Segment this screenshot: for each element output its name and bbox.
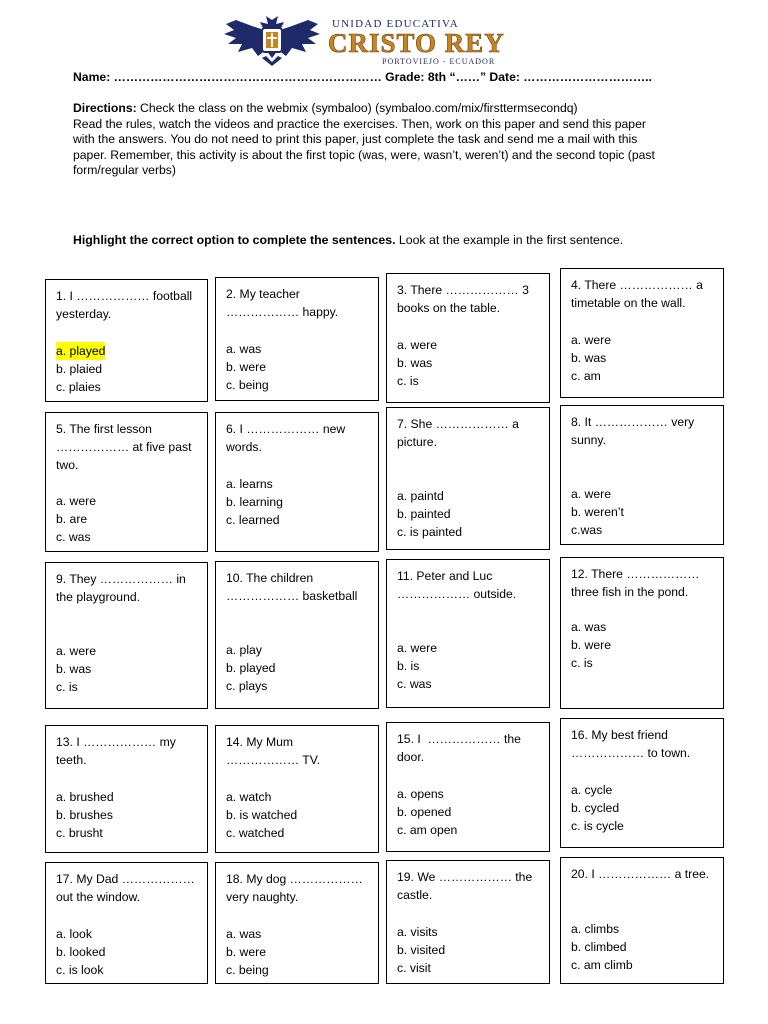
answer-options <box>397 487 462 541</box>
answer-option-a[interactable]: a. played <box>56 344 106 358</box>
question-text-line: 5. The first lesson <box>56 422 152 436</box>
question-text-line: door. <box>397 750 425 764</box>
answer-option-c[interactable]: c. plaies <box>56 380 101 394</box>
answer-option-c[interactable]: c. learned <box>226 513 280 527</box>
answer-option-a[interactable]: a. learns <box>226 477 273 491</box>
answer-option-a[interactable]: a. paintd <box>397 489 444 503</box>
exercise-instruction <box>73 233 623 247</box>
answer-option-a[interactable]: a. was <box>571 620 607 634</box>
answer-option-c[interactable]: c. am climb <box>571 958 633 972</box>
question-text-line: 9. They ……………… in <box>56 572 186 586</box>
answer-option-b[interactable]: b. opened <box>397 805 452 819</box>
question-text-line: 18. My dog ……………… <box>226 872 363 886</box>
answer-options <box>226 475 283 529</box>
question-box-1 <box>45 279 208 402</box>
answer-option-a[interactable]: a. were <box>56 644 96 658</box>
question-text-line: out the window. <box>56 890 141 904</box>
question-text-line: ……………… at five past <box>56 440 192 454</box>
question-text-line: 4. There ……………… a <box>571 278 703 292</box>
question-text-line: 6. I ……………… new <box>226 422 346 436</box>
answer-option-a[interactable]: a. watch <box>226 790 272 804</box>
answer-option-c[interactable]: c. being <box>226 378 269 392</box>
answer-option-b[interactable]: b. were <box>571 638 611 652</box>
answer-option-c[interactable]: c. plays <box>226 679 268 693</box>
answer-option-a[interactable]: a. opens <box>397 787 444 801</box>
question-box-3 <box>386 273 550 403</box>
answer-option-b[interactable]: b. climbed <box>571 940 627 954</box>
answer-option-a[interactable]: a. cycle <box>571 783 613 797</box>
answer-option-a[interactable]: a. climbs <box>571 922 620 936</box>
question-text-line: 15. I ……………… the <box>397 732 521 746</box>
question-text-line: 12. There ……………… <box>571 567 700 581</box>
question-text-line: 3. There ……………… 3 <box>397 283 529 297</box>
answer-option-c[interactable]: c. was <box>56 530 91 544</box>
directions <box>73 101 733 179</box>
answer-options <box>56 925 105 979</box>
answer-options <box>56 642 96 696</box>
question-box-11 <box>386 559 550 708</box>
question-text-line: castle. <box>397 888 433 902</box>
answer-options <box>397 639 437 693</box>
directions-line-2: Read the rules, watch the videos and practice the exercises. Then, work on this paper and send this paper <box>73 116 646 131</box>
directions-line-5: form/regular verbs) <box>73 163 176 177</box>
answer-options <box>226 788 297 842</box>
answer-option-b[interactable]: b. visited <box>397 943 446 957</box>
question-box-6 <box>215 412 379 552</box>
school-header <box>222 14 567 68</box>
instruction-bold: Highlight the correct option to complete the sentences. <box>73 233 396 247</box>
question-box-20 <box>560 857 724 984</box>
answer-option-a[interactable]: a. visits <box>397 925 438 939</box>
question-text-line: three fish in the pond. <box>571 585 689 599</box>
answer-option-b[interactable]: b. looked <box>56 945 106 959</box>
question-text-line: 17. My Dad ……………… <box>56 872 195 886</box>
question-box-18 <box>215 862 379 984</box>
answer-options <box>226 925 269 979</box>
answer-option-b[interactable]: b. was <box>56 662 92 676</box>
school-city: PORTOVIEJO - ECUADOR <box>382 57 496 66</box>
answer-options <box>226 340 269 394</box>
answer-option-c[interactable]: c. is <box>56 680 78 694</box>
answer-option-a[interactable]: a. look <box>56 927 92 941</box>
directions-line-3: with the answers. You do not need to print this paper, just complete the task and send me a mail with this <box>73 132 638 146</box>
answer-option-a[interactable]: a. play <box>226 643 262 657</box>
answer-option-c[interactable]: c. was <box>397 677 432 691</box>
answer-options <box>397 923 445 977</box>
directions-line-1: Check the class on the webmix (symbaloo) (symbaloo.com/mix/firsttermsecondq) <box>136 101 578 115</box>
instruction-normal: Look at the example in the first sentence. <box>395 233 624 247</box>
answer-option-c[interactable]: c.was <box>571 523 603 537</box>
answer-option-c[interactable]: c. am <box>571 369 601 383</box>
school-top-line: UNIDAD EDUCATIVA <box>332 18 459 30</box>
question-text-line: 19. We ……………… the <box>397 870 533 884</box>
answer-option-c[interactable]: c. visit <box>397 961 431 975</box>
answer-option-b[interactable]: b. was <box>397 356 433 370</box>
question-text-line: books on the table. <box>397 301 500 315</box>
question-text-line: ……………… happy. <box>226 305 339 319</box>
question-text-line: words. <box>226 440 262 454</box>
answer-option-c[interactable]: c. watched <box>226 826 285 840</box>
answer-option-b[interactable]: b. brushes <box>56 808 113 822</box>
question-text-line: yesterday. <box>56 307 112 321</box>
answer-option-b[interactable]: b. is watched <box>226 808 298 822</box>
question-text-line: 8. It ……………… very <box>571 415 695 429</box>
answer-option-a[interactable]: a. was <box>226 927 262 941</box>
answer-option-c[interactable]: c. am open <box>397 823 458 837</box>
answer-options <box>397 336 437 390</box>
answer-options <box>571 485 624 539</box>
answer-options <box>571 920 633 974</box>
question-text-line: timetable on the wall. <box>571 296 686 310</box>
question-text-line: 7. She ……………… a <box>397 417 519 431</box>
directions-line-4: paper. Remember, this activity is about the first topic (was, were, wasn’t, weren’t) and the second topic (past <box>73 147 655 162</box>
answer-option-a[interactable]: a. were <box>571 333 611 347</box>
answer-option-b[interactable]: b. painted <box>397 507 451 521</box>
question-box-9 <box>45 562 208 709</box>
answer-options <box>571 781 624 835</box>
question-text-line: teeth. <box>56 753 87 767</box>
answer-option-c[interactable]: c. is <box>397 374 419 388</box>
answer-option-b[interactable]: b. played <box>226 661 276 675</box>
question-text-line: 16. My best friend <box>571 728 668 742</box>
answer-options <box>56 492 96 546</box>
school-crest-icon <box>222 14 322 68</box>
answer-option-a[interactable]: a. were <box>571 487 611 501</box>
answer-option-b[interactable]: b. were <box>226 360 266 374</box>
question-text-line: 1. I ……………… football <box>56 289 193 303</box>
question-text-line: ……………… TV. <box>226 753 321 767</box>
question-box-12 <box>560 557 724 709</box>
answer-option-b[interactable]: b. was <box>571 351 607 365</box>
question-box-15 <box>386 722 550 852</box>
question-box-17 <box>45 862 208 984</box>
question-box-19 <box>386 860 550 984</box>
directions-label: Directions: <box>73 101 137 115</box>
answer-option-a[interactable]: a. were <box>56 494 96 508</box>
question-box-2 <box>215 277 379 401</box>
question-box-14 <box>215 725 379 853</box>
answer-option-b[interactable]: b. are <box>56 512 88 526</box>
question-box-10 <box>215 561 379 709</box>
question-text-line: 13. I ……………… my <box>56 735 176 749</box>
question-text-line: 2. My teacher <box>226 287 300 301</box>
answer-option-b[interactable]: b. were <box>226 945 266 959</box>
answer-option-b[interactable]: b. weren’t <box>571 505 624 519</box>
question-text-line: ……………… outside. <box>397 587 517 601</box>
question-box-4 <box>560 268 724 398</box>
question-box-5 <box>45 412 208 552</box>
answer-option-a[interactable]: a. were <box>397 338 437 352</box>
answer-options <box>56 788 114 842</box>
answer-option-b[interactable]: b. plaied <box>56 362 103 376</box>
answer-option-b[interactable]: b. is <box>397 659 420 673</box>
name-grade-date-line: Name: ………………………………………………………… Grade: 8th “……” Date: ………………………….. <box>73 70 652 84</box>
question-box-7 <box>386 407 550 550</box>
answer-option-a[interactable]: a. was <box>226 342 262 356</box>
question-text-line: two. <box>56 458 79 472</box>
answer-option-b[interactable]: b. cycled <box>571 801 620 815</box>
question-text-line: 11. Peter and Luc <box>397 569 493 583</box>
answer-options <box>571 331 611 385</box>
answer-option-a[interactable]: a. brushed <box>56 790 114 804</box>
answer-option-c[interactable]: c. is cycle <box>571 819 624 833</box>
answer-option-c[interactable]: c. is <box>571 656 593 670</box>
question-box-16 <box>560 718 724 848</box>
question-text-line: 20. I ……………… a tree. <box>571 867 710 881</box>
question-text-line: ……………… basketball <box>226 589 358 603</box>
answer-option-c[interactable]: c. brusht <box>56 826 103 840</box>
answer-option-c[interactable]: c. being <box>226 963 269 977</box>
question-text-line: 10. The children <box>226 571 314 585</box>
answer-options <box>56 342 105 396</box>
question-text-line: sunny. <box>571 433 607 447</box>
answer-options <box>226 641 275 695</box>
question-box-13 <box>45 725 208 853</box>
answer-options <box>571 618 611 672</box>
question-text-line: picture. <box>397 435 437 449</box>
question-text-line: the playground. <box>56 590 141 604</box>
answer-option-c[interactable]: c. is look <box>56 963 104 977</box>
school-name: CRISTO REY <box>328 28 505 58</box>
question-text-line: 14. My Mum <box>226 735 294 749</box>
question-text-line: very naughty. <box>226 890 299 904</box>
answer-option-c[interactable]: c. is painted <box>397 525 463 539</box>
question-box-8 <box>560 405 724 545</box>
answer-options <box>397 785 457 839</box>
answer-option-a[interactable]: a. were <box>397 641 437 655</box>
question-text-line: ……………… to town. <box>571 746 691 760</box>
answer-option-b[interactable]: b. learning <box>226 495 283 509</box>
